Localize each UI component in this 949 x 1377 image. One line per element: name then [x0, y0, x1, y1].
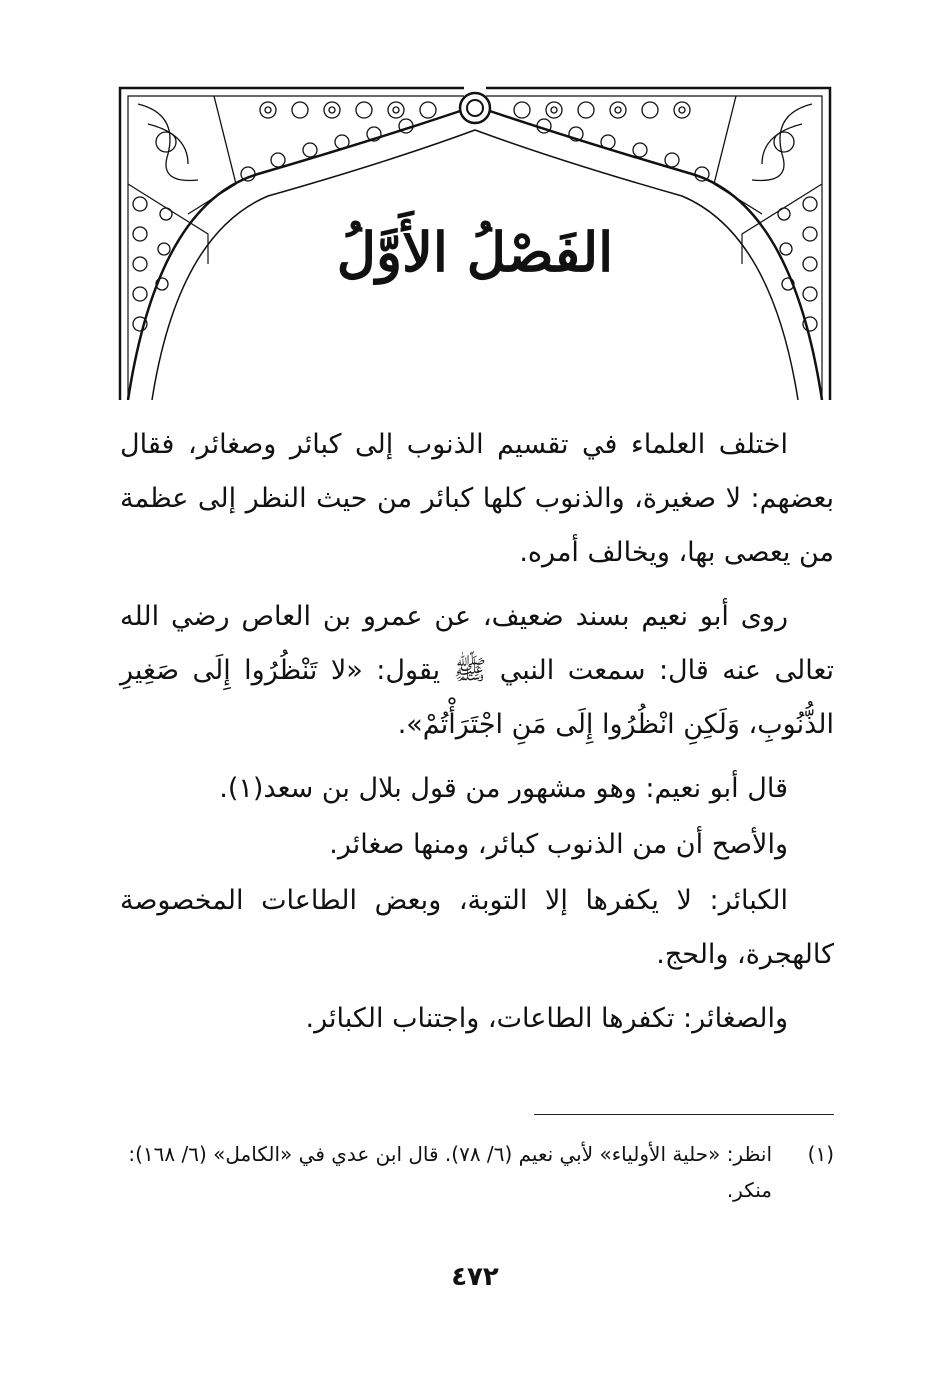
chapter-title: الفَصْلُ الأَوَّلُ	[336, 220, 614, 284]
main-text	[120, 418, 834, 1056]
paragraph: الكبائر: لا يكفرها إلا التوبة، وبعض الطاعات المخصوصة كالهجرة، والحج.	[120, 885, 834, 970]
paragraph: اختلف العلماء في تقسيم الذنوب إلى كبائر وصغائر، فقال بعضهم: لا صغيرة، والذنوب كلها كبائر من حيث النظر إلى عظمة من يعصى بها، ويخالف أمره.	[120, 429, 834, 568]
page-number: ٤٧٢	[451, 1262, 499, 1292]
footnote-number: (١)	[807, 1142, 834, 1166]
footnotes	[120, 1136, 834, 1208]
paragraph: روى أبو نعيم بسند ضعيف، عن عمرو بن العاص رضي الله تعالى عنه قال: سمعت النبي ﷺ يقول: «لا تَنْظُرُوا إِلَى صَغِيرِ الذُّنُوبِ، وَلَكِنِ انْظُرُوا إِلَى مَنِ اجْتَرَأْتُمْ».	[120, 601, 834, 740]
paragraph: والصغائر: تكفرها الطاعات، واجتناب الكبائر.	[305, 1003, 788, 1034]
footnote-text: انظر: «حلية الأولياء» لأبي نعيم (٦/ ٧٨). قال ابن عدي في «الكامل» (٦/ ١٦٨): منكر.	[128, 1142, 772, 1202]
paragraph: قال أبو نعيم: وهو مشهور من قول بلال بن سعد(١).	[219, 773, 788, 804]
footnote-separator	[534, 1114, 834, 1115]
paragraph: والأصح أن من الذنوب كبائر، ومنها صغائر.	[329, 829, 788, 860]
footnote	[120, 1136, 834, 1208]
